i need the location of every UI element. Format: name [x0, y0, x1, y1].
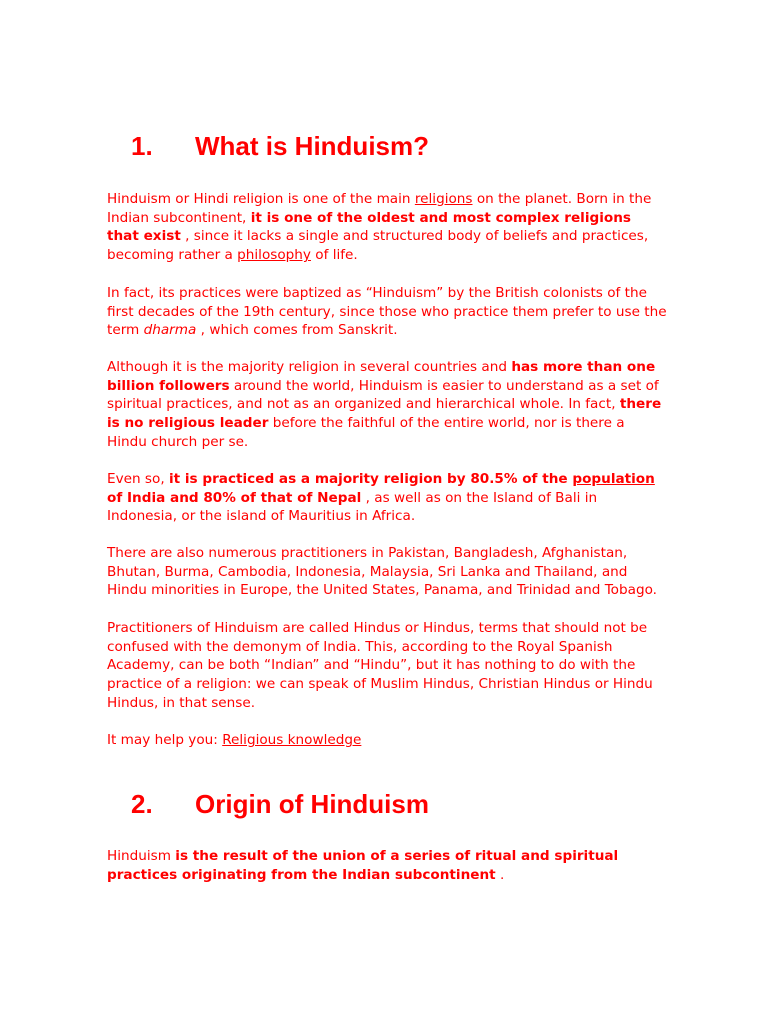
text-run: In fact, its practices were baptized as “Hinduism” by the British colonists of the first decades of the 19th century, since those who practice them prefer to use the term: [107, 285, 667, 339]
section-2-heading: [131, 789, 429, 820]
bold-text: of India and 80% of that of Nepal: [107, 489, 362, 506]
text-run: , since it lacks a single and structured body of beliefs and practices, becoming rather a: [107, 228, 649, 264]
text-run: , as well as on the Island of Bali in Indonesia, or the island of Mauritius in Africa.: [107, 489, 598, 525]
section-2-paragraph-1: [107, 847, 667, 884]
text-run: of life.: [310, 247, 358, 264]
bold-text: is the result of the union of a series of ritual and spiritual practices originating from the Indian subcontinent: [107, 848, 619, 883]
section-1-paragraph-5: There are also numerous practitioners in Pakistan, Bangladesh, Afghanistan, Bhutan, Burma, Cambodia, Indonesia, Malaysia, Sri Lanka and Thailand, and Hindu minorities in Europe, the United States, Panama, and Trinidad and Tobago.: [107, 545, 657, 599]
religions-link[interactable]: religions: [414, 191, 473, 207]
section-1-paragraph-7: [107, 731, 667, 750]
bold-text: it is one of the oldest and most complex religions that exist: [107, 209, 631, 245]
text-run: Although it is the majority religion in several countries and: [107, 359, 512, 375]
bold-text: it is practiced as a majority religion by 80.5% of the: [168, 471, 573, 487]
text-run: on the planet. Born in the Indian subcontinent,: [107, 191, 652, 226]
text-run: It may help you:: [107, 732, 223, 748]
text-run: around the world, Hinduism is easier to understand as a set of spiritual practices, and not as an organized and hierarchical whole. In fact,: [107, 377, 659, 413]
section-1-paragraph-2: [107, 284, 667, 340]
bold-text: there is no religious leader: [107, 396, 662, 432]
text-run: Hinduism or Hindi religion is one of the main: [107, 191, 415, 207]
religious-knowledge-link[interactable]: Religious knowledge: [222, 732, 362, 748]
section-1-paragraph-1: [107, 190, 667, 265]
text-run: , which comes from Sanskrit.: [196, 322, 398, 339]
section-1-paragraph-3: [107, 358, 667, 452]
section-2-title: Origin of Hinduism: [195, 789, 429, 819]
section-2-number: 2.: [131, 789, 153, 819]
population-link[interactable]: population: [572, 471, 655, 487]
text-run: .: [495, 866, 505, 883]
section-1-heading: [131, 131, 429, 162]
section-1-paragraph-4: [107, 470, 667, 526]
section-1-paragraph-6: Practitioners of Hinduism are called Hindus or Hindus, terms that should not be confused with the demonym of India. This, according to the Royal Spanish Academy, can be both “Indian” and “Hindu”, but it has nothing to do with the practice of a religion: we can speak of Muslim Hindus, Christian Hindus or Hindu Hindus, in that sense.: [107, 620, 653, 711]
philosophy-link[interactable]: philosophy: [237, 247, 311, 264]
text-run: Even so,: [107, 471, 169, 487]
section-1-number: 1.: [131, 131, 153, 161]
bold-text: has more than one billion followers: [107, 359, 656, 394]
section-1-title: What is Hinduism?: [195, 131, 429, 161]
text-run: before the faithful of the entire world, nor is there a Hindu church per se.: [107, 415, 625, 450]
text-run: Hinduism: [107, 848, 176, 864]
italic-text: dharma: [143, 322, 197, 339]
